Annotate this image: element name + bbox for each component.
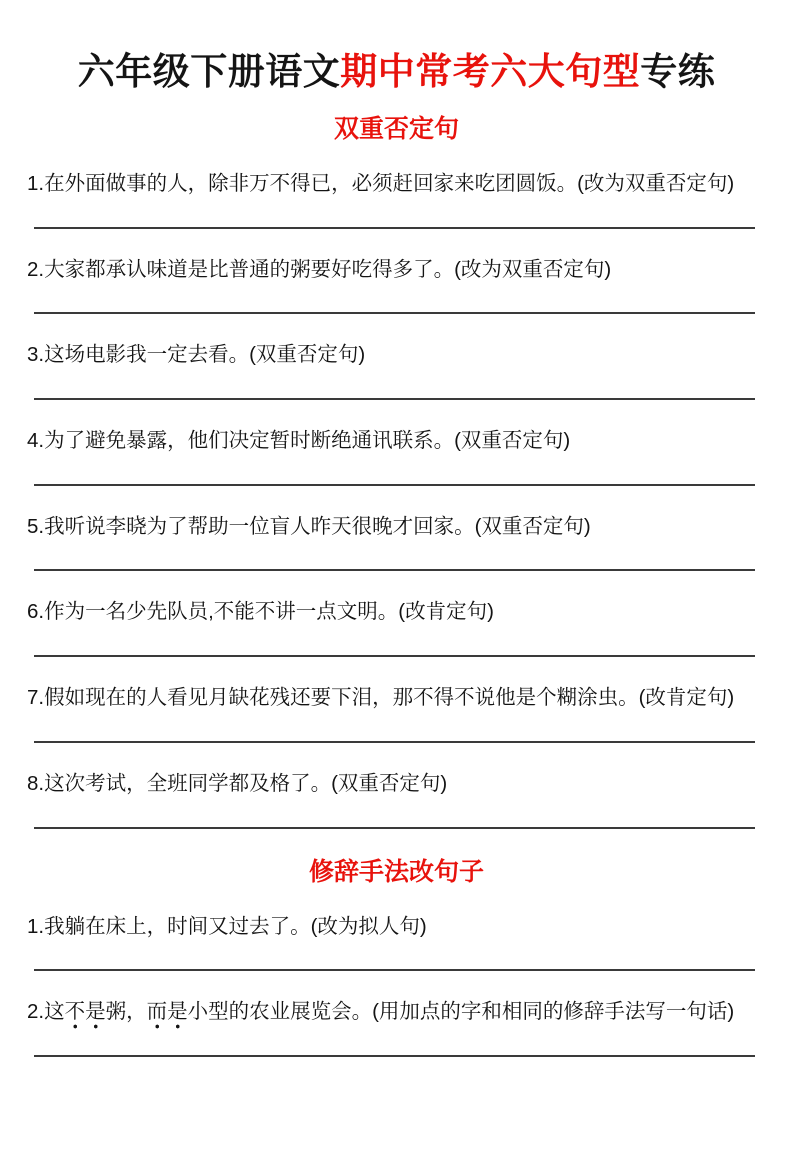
question-s1-8: 8.这次考试，全班同学都及格了。(双重否定句) bbox=[27, 771, 448, 795]
title-segment-grade: 六年级下册语文 bbox=[77, 51, 341, 92]
answer-blank-line bbox=[34, 227, 755, 229]
question-s2-2 bbox=[27, 998, 777, 1027]
question-s2-2-rest: 小型的农业展览会。(用加点的字和相同的修辞手法写一句话) bbox=[187, 1000, 735, 1024]
question-s1-6: 6.作为一名少先队员,不能不讲一点文明。(改肯定句) bbox=[27, 600, 494, 624]
answer-blank-line bbox=[34, 484, 755, 486]
section1-heading: 双重否定句 bbox=[333, 115, 459, 143]
question-s1-2: 2.大家都承认味道是比普通的粥要好吃得多了。(改为双重否定句) bbox=[27, 257, 612, 281]
answer-blank-line bbox=[34, 1055, 755, 1057]
question-s2-1: 1.我躺在床上，时间又过去了。(改为拟人句) bbox=[27, 914, 427, 938]
question-s1-5: 5.我听说李晓为了帮助一位盲人昨天很晚才回家。(双重否定句) bbox=[27, 514, 591, 538]
question-s2-2-emphasis-1: 不是 bbox=[65, 1000, 106, 1029]
answer-blank-line bbox=[34, 741, 755, 743]
question-s1-3: 3.这场电影我一定去看。(双重否定句) bbox=[27, 343, 366, 367]
answer-blank-line bbox=[34, 827, 755, 829]
question-s2-2-prefix: 2.这 bbox=[27, 1000, 65, 1024]
question-s2-2-emphasis-2: 而是 bbox=[147, 1000, 188, 1029]
answer-blank-line bbox=[34, 569, 755, 571]
question-s1-4: 4.为了避免暴露，他们决定暂时断绝通讯联系。(双重否定句) bbox=[27, 429, 571, 453]
section2-heading: 修辞手法改句子 bbox=[308, 857, 484, 886]
question-s1-1: 1.在外面做事的人，除非万不得已，必须赶回家来吃团圆饭。(改为双重否定句) bbox=[27, 172, 735, 195]
page-title bbox=[10, 50, 783, 94]
answer-blank-line bbox=[34, 398, 755, 400]
question-s1-7: 7.假如现在的人看见月缺花残还要下泪，那不得不说他是个糊涂虫。(改肯定句) bbox=[27, 686, 735, 710]
title-segment-highlight: 期中常考六大句型 bbox=[340, 51, 641, 92]
worksheet-page bbox=[0, 50, 793, 1172]
title-segment-suffix: 专练 bbox=[640, 51, 716, 92]
answer-blank-line bbox=[34, 312, 755, 314]
question-s2-2-middle: 粥， bbox=[105, 1000, 147, 1024]
answer-blank-line bbox=[34, 969, 755, 971]
answer-blank-line bbox=[34, 655, 755, 657]
